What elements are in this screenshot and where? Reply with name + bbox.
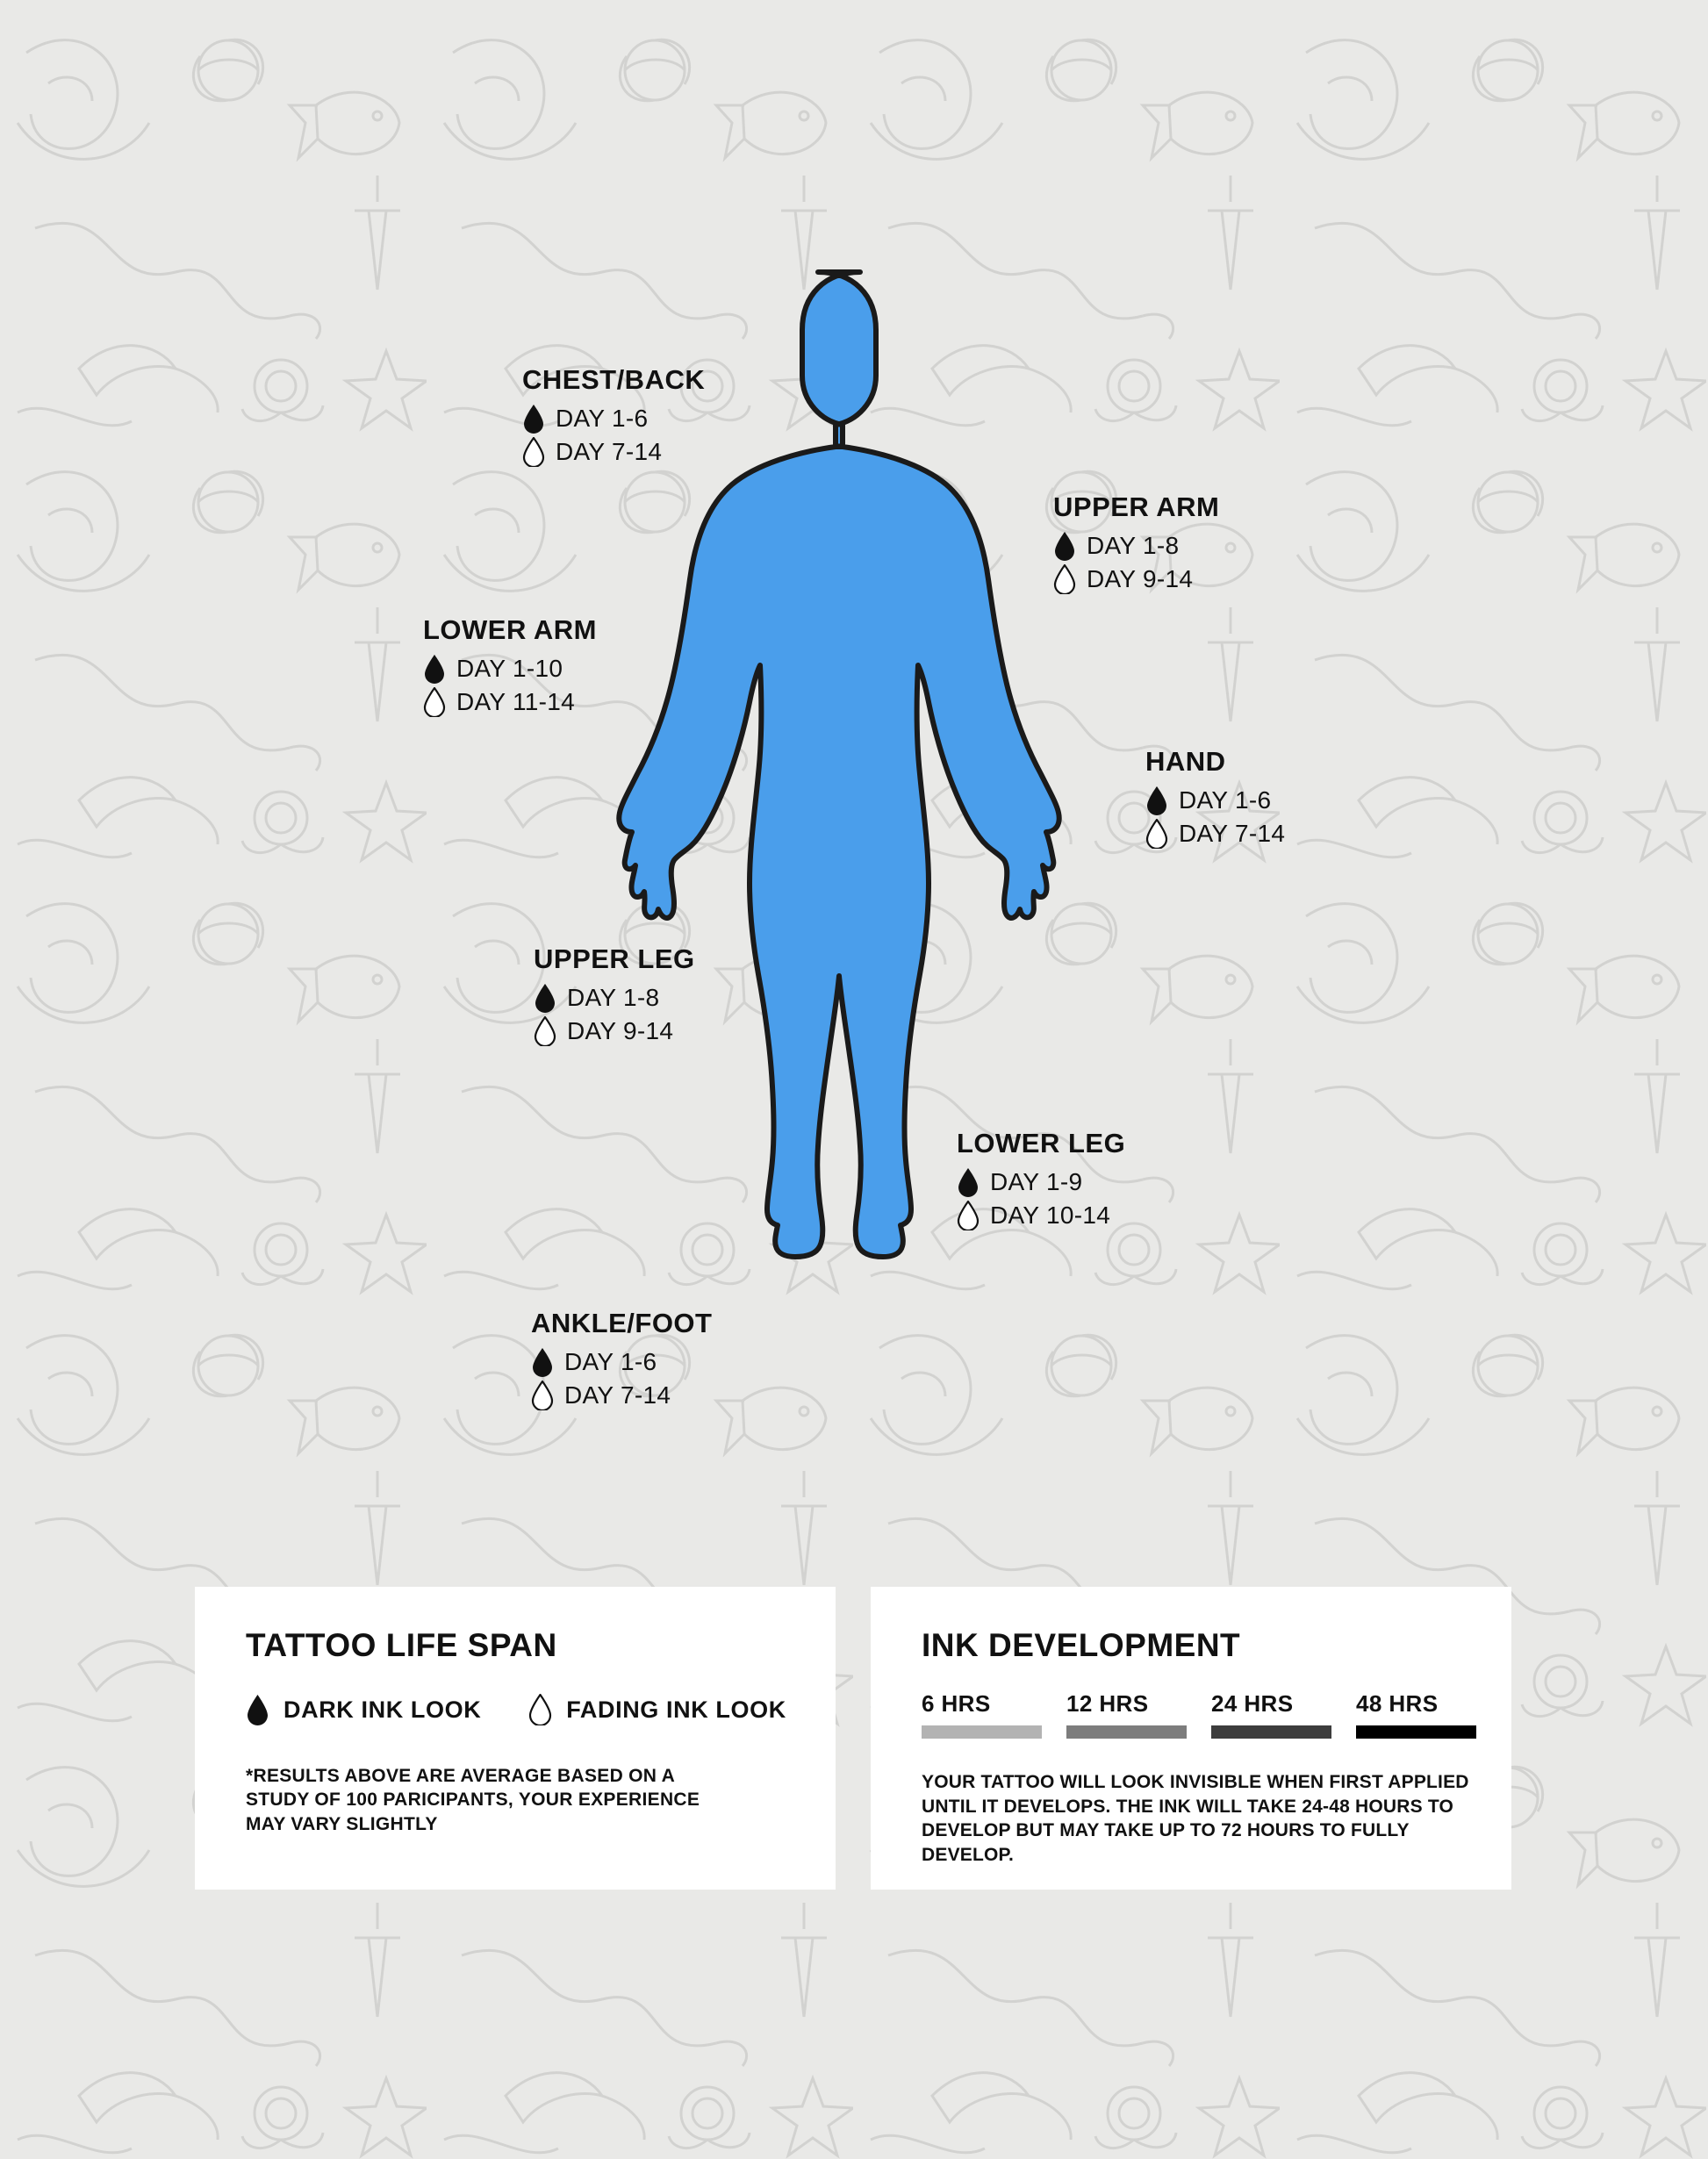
ink-bar-fill-48hrs [1356,1725,1476,1739]
outline-drop-icon [1145,819,1168,849]
region-dark-days-ankle-foot: DAY 1-6 [564,1348,657,1375]
region-dark-days-chest-back: DAY 1-6 [556,405,649,432]
ink-development-description: YOUR TATTOO WILL LOOK INVISIBLE WHEN FIRST APPLIED UNTIL IT DEVELOPS. THE INK WILL TAKE 24-48 HOURS TO DEVELOP BUT MAY TAKE UP TO 72 HOURS TO FULLY DEVELOP. [922,1772,1469,1866]
outline-drop-icon [522,437,545,467]
region-row-fading-hand [1145,819,1285,849]
region-title-ankle-foot: ANKLE/FOOT [531,1308,713,1338]
ink-bar-group-48hrs [1356,1690,1476,1739]
ink-bar-label-6hrs: 6 HRS [922,1690,991,1717]
ink-bar-group-24hrs [1211,1690,1331,1739]
region-row-fading-upper-arm [1053,564,1219,594]
legend-label-dark-ink: DARK INK LOOK [283,1696,482,1723]
outline-drop-icon [957,1201,980,1230]
region-fading-days-chest-back: DAY 7-14 [556,438,663,465]
region-row-dark-lower-leg [957,1167,1125,1197]
solid-drop-icon [957,1167,980,1197]
tattoo-life-span-legend [246,1694,836,1725]
tattoo-life-span-title: TATTOO LIFE SPAN [246,1627,557,1663]
region-fading-days-upper-arm: DAY 9-14 [1087,565,1194,592]
region-title-upper-leg: UPPER LEG [534,943,695,974]
ink-bar-fill-6hrs [922,1725,1042,1739]
region-dark-days-lower-leg: DAY 1-9 [990,1168,1083,1195]
solid-drop-icon [423,654,446,684]
region-row-fading-lower-arm [423,687,597,717]
region-title-chest-back: CHEST/BACK [522,364,706,395]
tattoo-life-span-footnote: *RESULTS ABOVE ARE AVERAGE BASED ON A STUDY OF 100 PARICIPANTS, YOUR EXPERIENCE MAY VARY SLIGHTLY [246,1766,700,1834]
region-row-fading-chest-back [522,437,705,467]
ink-bar-group-6hrs [922,1690,1042,1739]
region-title-upper-arm: UPPER ARM [1053,491,1220,522]
ink-bar-fill-12hrs [1066,1725,1187,1739]
outline-drop-icon [1053,564,1076,594]
region-dark-days-hand: DAY 1-6 [1179,786,1272,814]
region-dark-days-upper-leg: DAY 1-8 [567,984,660,1011]
ink-bar-group-12hrs [1066,1690,1187,1739]
region-row-dark-lower-arm [423,654,597,684]
region-fading-days-ankle-foot: DAY 7-14 [564,1381,671,1409]
solid-drop-icon [246,1694,269,1725]
ink-bar-label-12hrs: 12 HRS [1066,1690,1149,1717]
outline-drop-icon [528,1694,552,1725]
region-dark-days-upper-arm: DAY 1-8 [1087,532,1180,559]
region-fading-days-upper-leg: DAY 9-14 [567,1017,674,1044]
tattoo-life-span-card [195,1587,836,1890]
region-label-upper-leg [534,943,695,1050]
region-row-fading-lower-leg [957,1201,1125,1230]
region-row-fading-ankle-foot [531,1381,713,1410]
region-row-dark-upper-arm [1053,531,1219,561]
region-title-lower-arm: LOWER ARM [423,614,597,645]
ink-development-card [871,1587,1511,1890]
region-fading-days-hand: DAY 7-14 [1179,820,1286,847]
region-fading-days-lower-leg: DAY 10-14 [990,1201,1111,1229]
region-fading-days-lower-arm: DAY 11-14 [456,688,576,715]
ink-development-title: INK DEVELOPMENT [922,1627,1241,1663]
outline-drop-icon [534,1016,556,1046]
region-label-lower-leg [957,1128,1125,1234]
region-title-hand: HAND [1145,746,1226,777]
ink-bar-label-48hrs: 48 HRS [1356,1690,1439,1717]
region-label-upper-arm [1053,491,1219,598]
region-label-ankle-foot [531,1308,713,1414]
solid-drop-icon [522,404,545,434]
legend-item-fading-ink [528,1694,786,1725]
ink-development-bars [922,1690,1511,1739]
outline-drop-icon [423,687,446,717]
region-row-dark-ankle-foot [531,1347,713,1377]
solid-drop-icon [531,1347,554,1377]
region-row-dark-upper-leg [534,983,695,1013]
ink-bar-fill-24hrs [1211,1725,1331,1739]
solid-drop-icon [1053,531,1076,561]
region-dark-days-lower-arm: DAY 1-10 [456,655,563,682]
solid-drop-icon [1145,785,1168,815]
region-row-dark-chest-back [522,404,705,434]
legend-label-fading-ink: FADING INK LOOK [566,1696,786,1723]
region-label-lower-arm [423,614,597,721]
outline-drop-icon [531,1381,554,1410]
ink-bar-label-24hrs: 24 HRS [1211,1690,1294,1717]
region-row-fading-upper-leg [534,1016,695,1046]
solid-drop-icon [534,983,556,1013]
region-label-chest-back [522,364,705,470]
region-label-hand [1145,746,1285,852]
legend-item-dark-ink [246,1694,481,1725]
region-row-dark-hand [1145,785,1285,815]
region-title-lower-leg: LOWER LEG [957,1128,1126,1158]
